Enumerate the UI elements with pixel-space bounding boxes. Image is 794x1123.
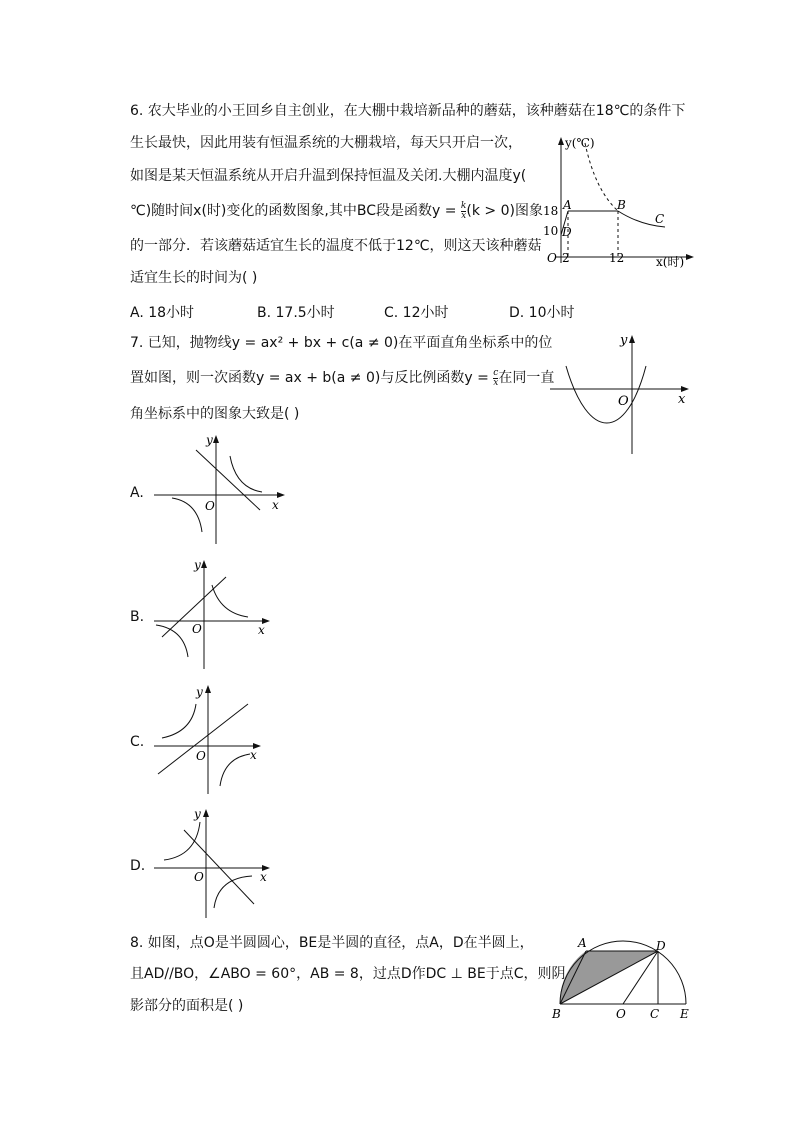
q6-line-3: 如图是某天恒温系统从开启升温到保持恒温及关闭.大棚内温度y(	[130, 168, 527, 184]
q7-line-2-tail: 在同一直	[498, 370, 555, 386]
q8-label-o: O	[616, 1007, 626, 1021]
q6-y-label: y(℃)	[565, 136, 595, 150]
q7-b-origin: O	[192, 622, 202, 636]
q6-line-6: 适宜生长的时间为( )	[130, 270, 258, 286]
q7-choice-b-label[interactable]: B.	[130, 609, 145, 625]
q8-label-d: D	[656, 939, 666, 953]
q6-point-d: D	[562, 225, 572, 239]
q7-choice-c-label[interactable]: C.	[130, 734, 145, 750]
q7-c-x-label: x	[250, 748, 257, 762]
q7-choice-a-label[interactable]: A.	[130, 485, 144, 501]
q7-d-y-label: y	[194, 807, 201, 821]
q7-choice-d-label[interactable]: D.	[130, 858, 146, 874]
q6-line-5: 的一部分．若该蘑菇适宜生长的温度不低于12℃，则这天该种蘑菇	[130, 238, 542, 254]
q7-choice-c-graph[interactable]	[150, 682, 290, 797]
q7-choice-a-graph[interactable]	[150, 432, 290, 547]
q8-line-1: 8. 如图，点O是半圆圆心，BE是半圆的直径，点A，D在半圆上，	[130, 935, 534, 951]
q7-a-y-label: y	[206, 433, 213, 447]
q6-y-tick-18: 18	[543, 204, 559, 218]
q7-frac-num: c	[493, 367, 499, 378]
q6-point-b: B	[617, 198, 626, 212]
q6-x-tick-2: 2	[562, 251, 570, 265]
q8-line-3: 影部分的面积是( )	[130, 998, 244, 1014]
q6-option-d[interactable]: D. 10小时	[509, 305, 575, 321]
q7-line-2	[130, 368, 554, 388]
q7-d-origin: O	[194, 870, 204, 884]
q8-label-e: E	[680, 1007, 689, 1021]
q6-line-2: 生长最快，因此用装有恒温系统的大棚栽培，每天只开启一次，	[130, 135, 522, 151]
q6-x-label: x(时)	[656, 255, 685, 269]
q7-main-origin: O	[618, 394, 629, 409]
q7-frac-den: x	[493, 377, 499, 388]
q7-a-origin: O	[205, 499, 215, 513]
q7-line-1: 7. 已知，抛物线y = ax² + bx + c(a ≠ 0)在平面直角坐标系中的位	[130, 335, 553, 351]
q7-c-origin: O	[196, 749, 206, 763]
q7-parabola	[566, 366, 646, 423]
q7-b-y-label: y	[194, 558, 201, 572]
q7-choice-b-graph[interactable]	[150, 557, 290, 672]
q6-line-4-text: ℃)随时间x(时)变化的函数图象,其中BC段是函数y =	[130, 203, 461, 219]
q6-point-c: C	[655, 212, 665, 226]
q6-x-tick-12: 12	[609, 251, 625, 265]
q7-line-2-text: 置如图，则一次函数y = ax + b(a ≠ 0)与反比例函数y =	[130, 370, 494, 386]
q6-frac-den: x	[461, 210, 467, 221]
q6-frac-num: k	[460, 200, 467, 211]
q6-origin: O	[547, 251, 557, 265]
q6-y-tick-10: 10	[543, 224, 559, 238]
q7-c-y-label: y	[196, 685, 203, 699]
q6-line-4-tail: (k > 0)图象	[466, 203, 543, 219]
q7-line-3: 角坐标系中的图象大致是( )	[130, 406, 300, 422]
q6-point-a: A	[563, 198, 572, 212]
q7-choice-d-graph[interactable]	[150, 806, 290, 921]
q6-temperature-graph	[535, 135, 700, 275]
q6-option-b[interactable]: B. 17.5小时	[257, 305, 335, 321]
q8-semicircle-figure	[548, 934, 698, 1026]
q6-line-1: 6. 农大毕业的小王回乡自主创业，在大棚中栽培新品种的蘑菇，该种蘑菇在18℃的条件下	[130, 103, 686, 119]
q8-label-b: B	[552, 1007, 561, 1021]
q6-option-c[interactable]: C. 12小时	[384, 305, 449, 321]
q8-label-a: A	[578, 936, 587, 950]
q7-main-y-label: y	[620, 333, 628, 348]
q6-line-4	[130, 201, 543, 221]
q7-main-x-label: x	[678, 392, 686, 407]
q7-parabola-graph	[548, 332, 693, 457]
q7-a-x-label: x	[272, 498, 279, 512]
q7-b-x-label: x	[258, 623, 265, 637]
q8-line-2: 且AD//BO，∠ABO = 60°，AB = 8，过点D作DC ⊥ BE于点C，则阴	[130, 966, 566, 982]
q8-label-c: C	[650, 1007, 660, 1021]
q7-d-x-label: x	[260, 870, 267, 884]
q6-option-a[interactable]: A. 18小时	[130, 305, 195, 321]
